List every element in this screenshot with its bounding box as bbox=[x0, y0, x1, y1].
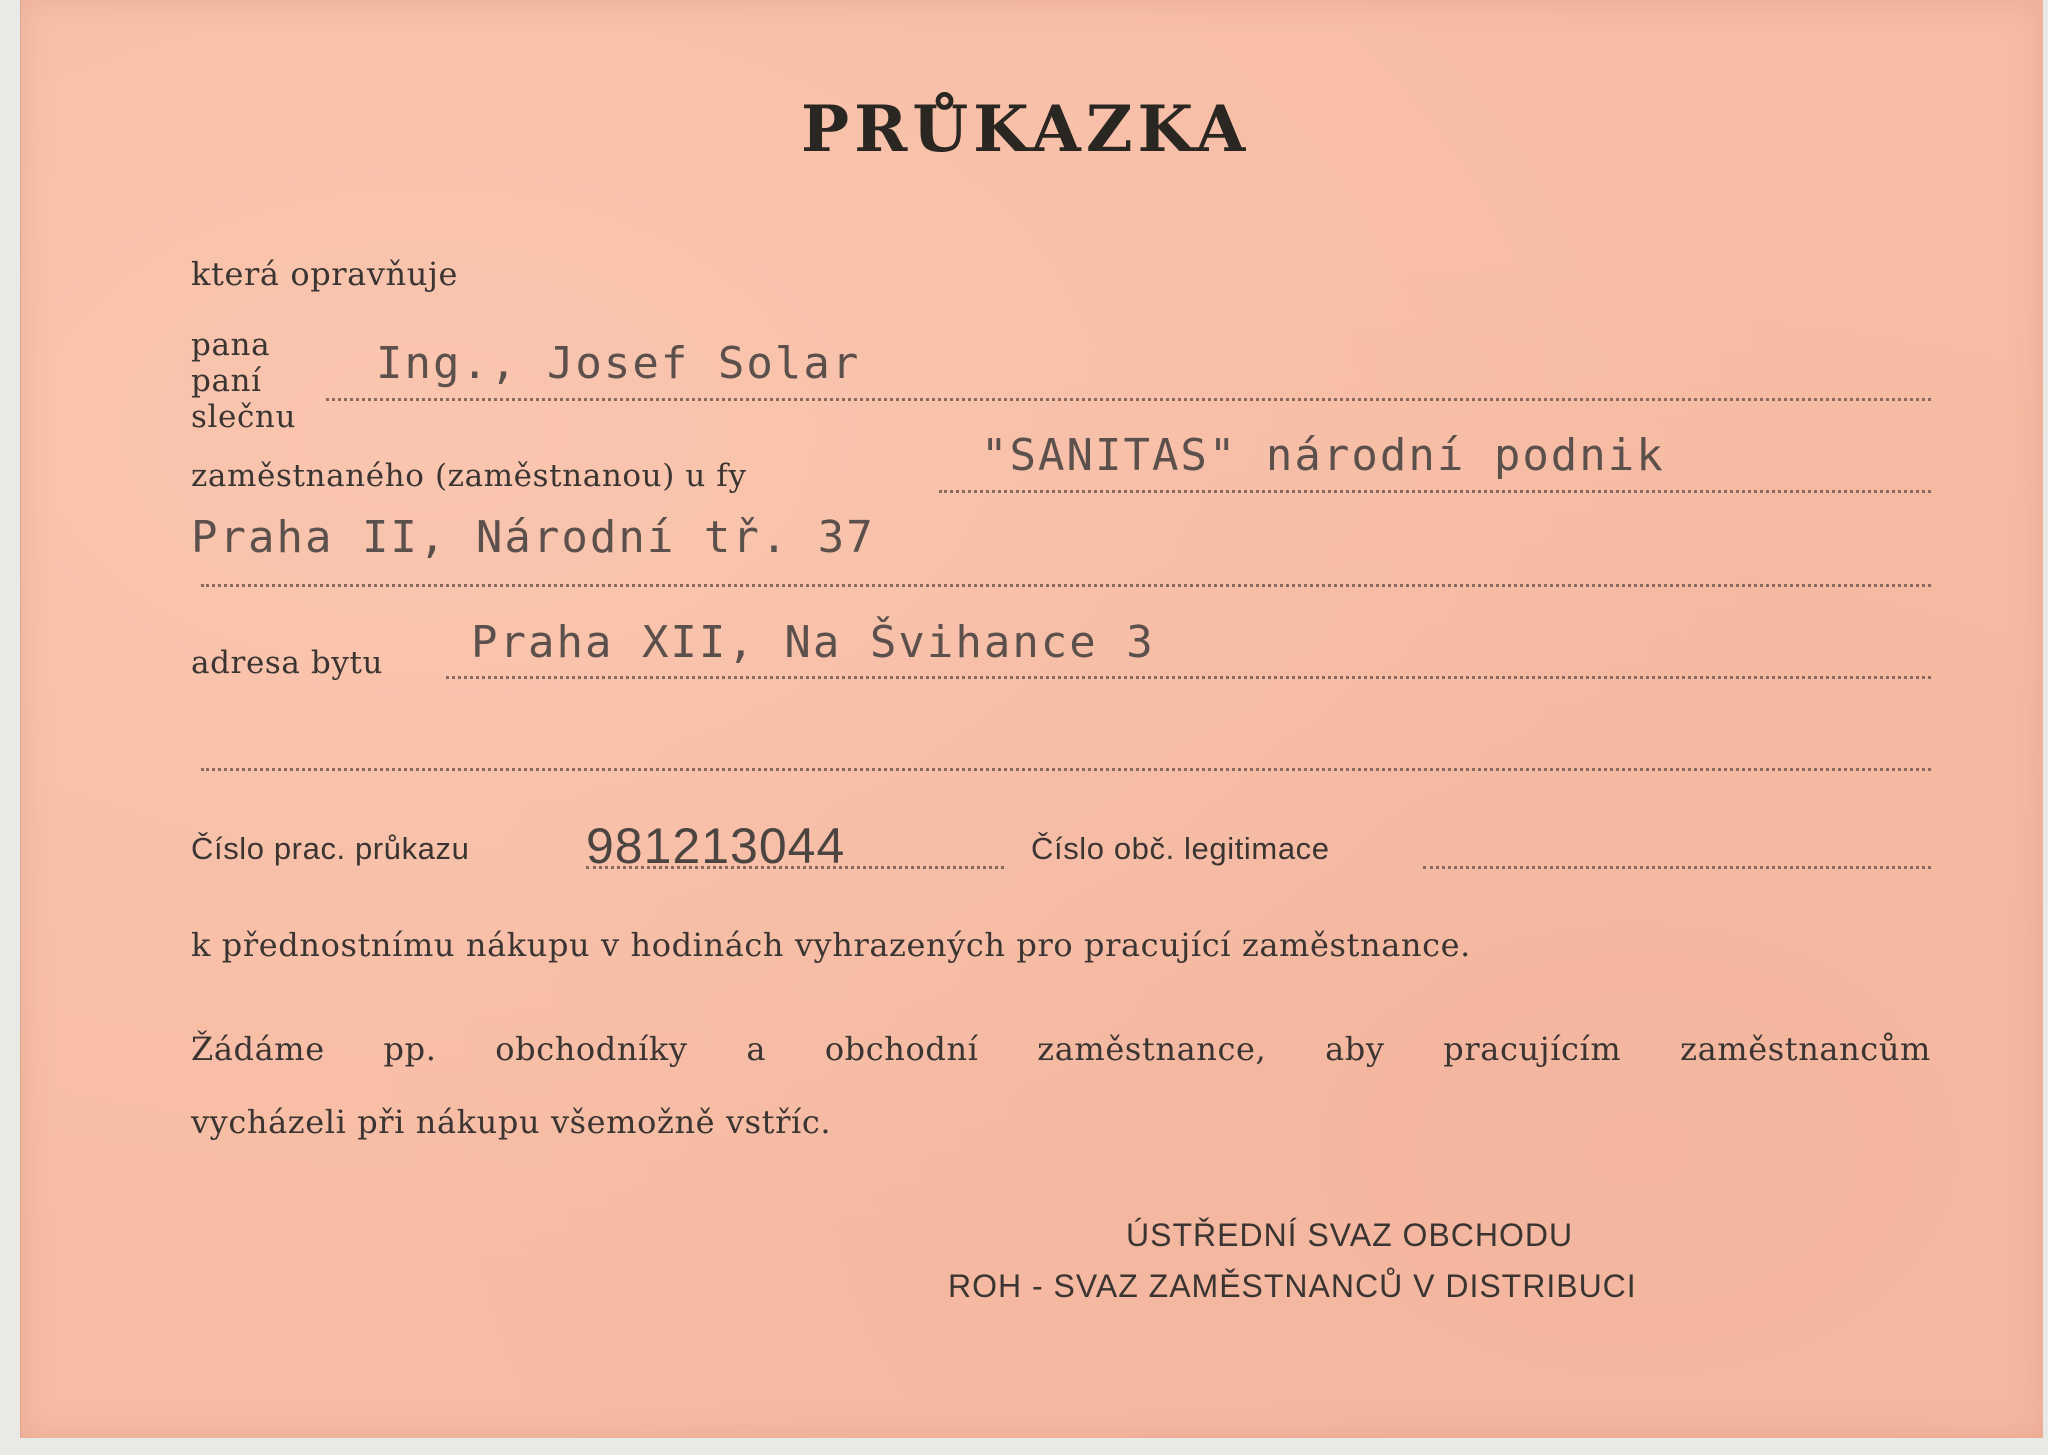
company-value: "SANITAS" národní podnik bbox=[981, 430, 1665, 481]
company-address-value: Praha II, Národní tř. 37 bbox=[191, 512, 875, 563]
employee-label: zaměstnaného (zaměstnanou) u fy bbox=[191, 458, 747, 494]
pass-card bbox=[20, 0, 2043, 1438]
document-title: PRŮKAZKA bbox=[801, 92, 1251, 167]
purpose-text: k přednostnímu nákupu v hodinách vyhrazených pro pracující zaměstnance. bbox=[191, 926, 1471, 964]
work-id-label: Číslo prac. průkazu bbox=[191, 831, 470, 866]
request-line-1: Žádáme pp. obchodníky a obchodní zaměstnance, aby pracujícím zaměstnancům bbox=[191, 1030, 1931, 1068]
citizen-id-label: Číslo obč. legitimace bbox=[1031, 831, 1330, 866]
address-label: adresa bytu bbox=[191, 645, 384, 681]
name-value: Ing., Josef Solar bbox=[376, 338, 861, 389]
citizen-id-dotted-line bbox=[1423, 866, 1931, 869]
address-value: Praha XII, Na Švihance 3 bbox=[471, 617, 1155, 668]
issuer-line-2: ROH - SVAZ ZAMĚSTNANCŮ V DISTRIBUCI bbox=[948, 1268, 1637, 1304]
company-address-dotted-line bbox=[201, 584, 1931, 587]
address-dotted-line bbox=[446, 676, 1931, 679]
extra-dotted-line bbox=[201, 768, 1931, 771]
name-dotted-line bbox=[326, 398, 1931, 401]
company-dotted-line bbox=[939, 490, 1931, 493]
salutation-pana: pana bbox=[191, 327, 271, 363]
work-id-dotted-line bbox=[586, 866, 1004, 869]
request-line-2: vycházeli při nákupu všemožně vstříc. bbox=[191, 1103, 832, 1141]
salutation-slecnu: slečnu bbox=[191, 399, 297, 435]
issuer-line-1: ÚSTŘEDNÍ SVAZ OBCHODU bbox=[1126, 1217, 1574, 1253]
salutation-pani: paní bbox=[191, 363, 262, 399]
intro-text: která opravňuje bbox=[191, 255, 459, 293]
work-id-value: 981213044 bbox=[586, 818, 846, 874]
